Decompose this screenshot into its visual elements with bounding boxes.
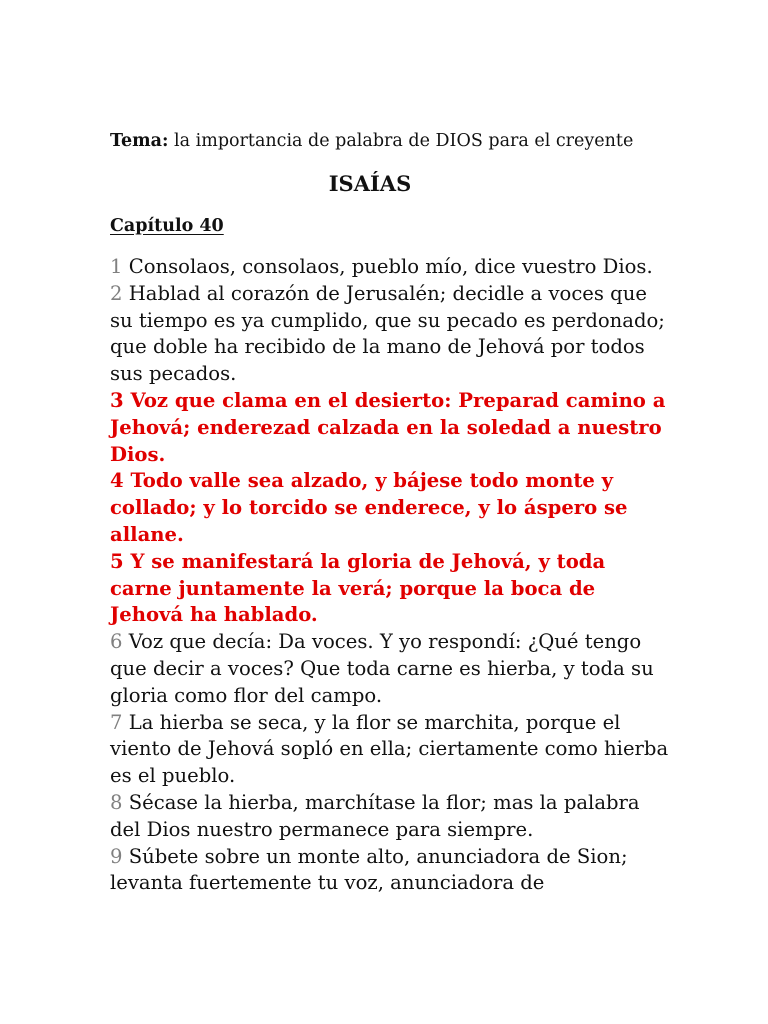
verse-number: 8 <box>110 790 123 814</box>
verse-number: 6 <box>110 630 123 654</box>
verse-1 <box>110 254 670 281</box>
verse-text: Súbete sobre un monte alto, anunciadora de Sion; levanta fuertemente tu voz, anunciadora de <box>110 844 628 895</box>
verse-text: Voz que decía: Da voces. Y yo respondí: ¿Qué tengo que decir a voces? Que toda carne es hierba, y toda su gloria como flor del campo. <box>110 630 654 707</box>
verse-number: 3 <box>110 388 124 412</box>
verse-number: 2 <box>110 281 123 305</box>
verse-text: La hierba se seca, y la flor se marchita, porque el viento de Jehová sopló en ella; ciertamente como hierba es el pueblo. <box>110 710 669 788</box>
verse-3 <box>110 388 670 468</box>
verse-number: 1 <box>110 255 123 278</box>
verse-list <box>110 254 670 897</box>
verse-text: Todo valle sea alzado, y bájese todo monte y collado; y lo torcido se enderece, y lo áspero se allane. <box>110 469 628 546</box>
verse-text: Y se manifestará la gloria de Jehová, y toda carne juntamente la verá; porque la boca de Jehová ha hablado. <box>110 549 606 627</box>
verse-5 <box>110 549 670 629</box>
verse-8 <box>110 790 670 844</box>
verse-number: 4 <box>110 469 124 493</box>
verse-text: Voz que clama en el desierto: Preparad camino a Jehová; enderezad calzada en la soledad a nuestro Dios. <box>110 388 666 466</box>
verse-text: Hablad al corazón de Jerusalén; decidle a voces que su tiempo es ya cumplido, que su pecado es perdonado; que doble ha recibido de la mano de Jehová por todos sus pecados. <box>110 281 665 386</box>
verse-6 <box>110 629 670 709</box>
verse-2 <box>110 281 670 388</box>
verse-text: Sécase la hierba, marchítase la flor; mas la palabra del Dios nuestro permanece para siempre. <box>110 790 640 841</box>
verse-text: Consolaos, consolaos, pueblo mío, dice vuestro Dios. <box>122 255 653 278</box>
book-title: ISAÍAS <box>328 171 412 196</box>
verse-9 <box>110 844 670 898</box>
verse-number: 9 <box>110 844 123 868</box>
theme-line <box>110 128 670 154</box>
verse-number: 7 <box>110 710 123 734</box>
verse-number: 5 <box>110 549 124 573</box>
verse-7 <box>110 710 670 790</box>
verse-4 <box>110 468 670 548</box>
theme-text: la importancia de palabra de DIOS para el creyente <box>168 131 634 151</box>
chapter-title: Capítulo 40 <box>110 216 224 236</box>
theme-label: Tema: <box>110 131 169 151</box>
